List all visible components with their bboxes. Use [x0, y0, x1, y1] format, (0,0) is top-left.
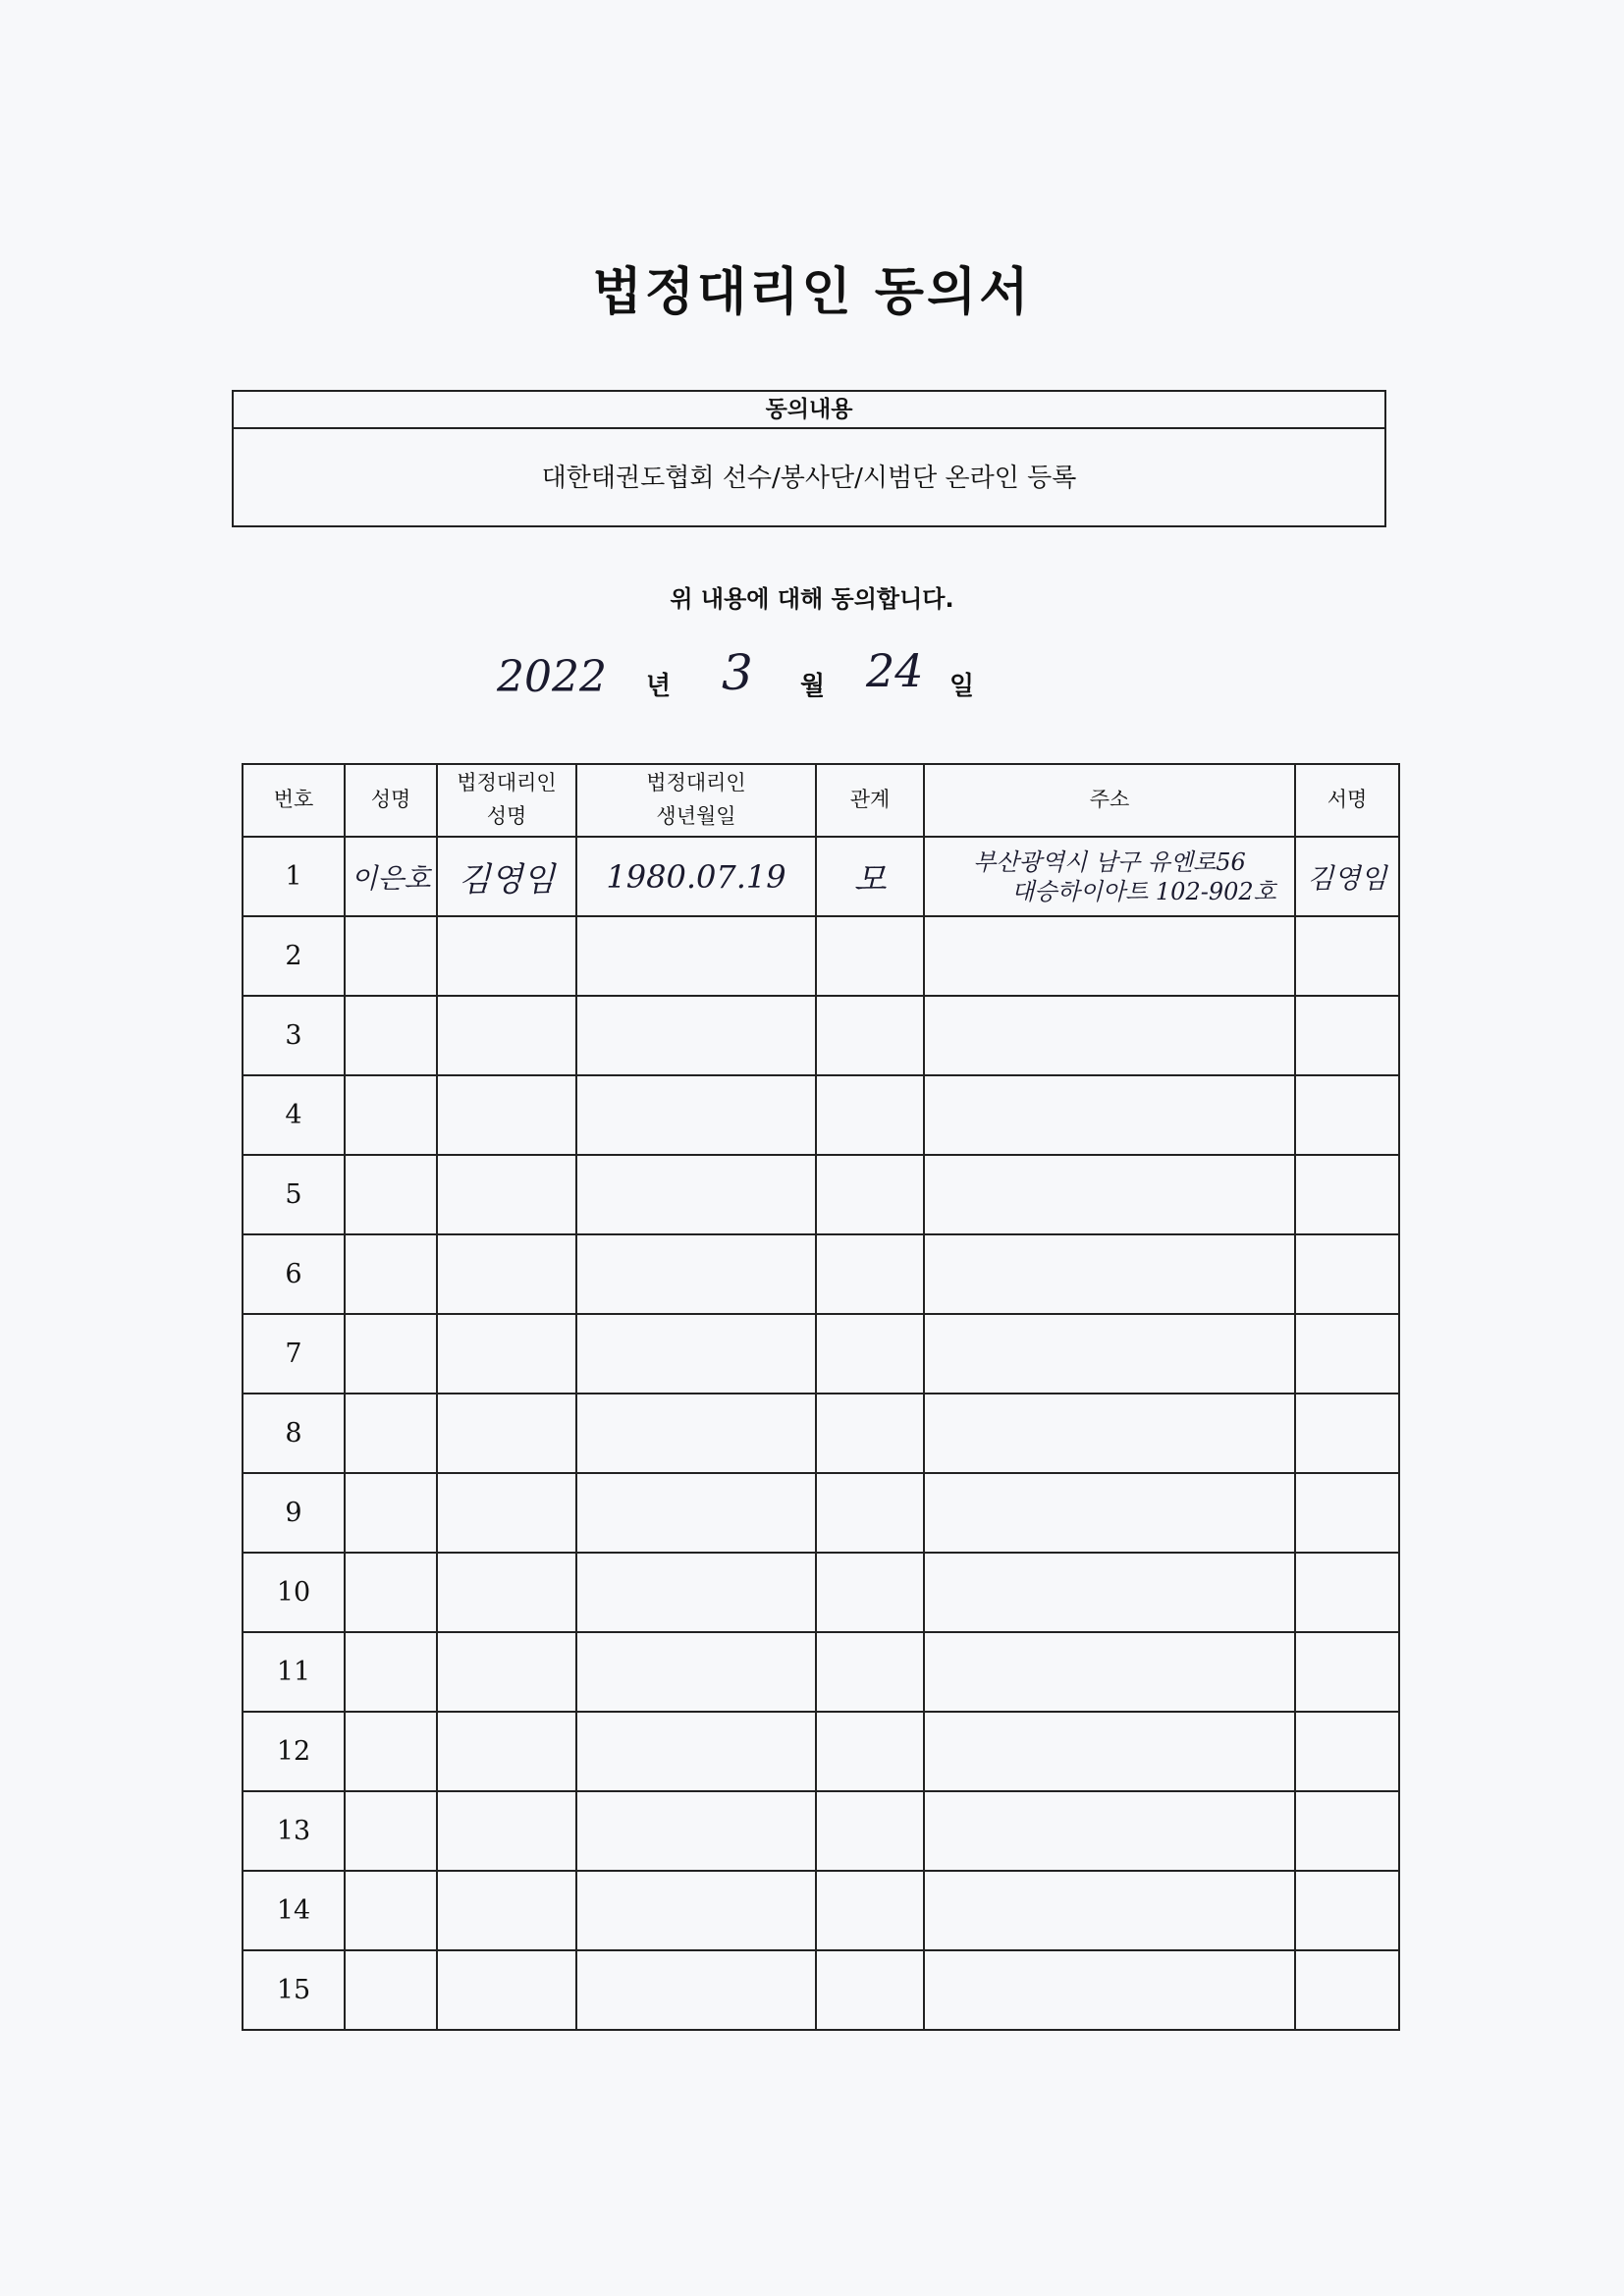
address — [924, 1871, 1295, 1950]
minor-name — [345, 1871, 437, 1950]
header-name: 성명 — [345, 764, 437, 837]
address — [924, 1791, 1295, 1871]
address — [924, 1394, 1295, 1473]
row-number: 11 — [243, 1632, 345, 1712]
minor-name — [345, 1473, 437, 1553]
relation — [816, 916, 924, 996]
address — [924, 1950, 1295, 2030]
table-row — [243, 1394, 1399, 1473]
guardian-birth — [576, 1473, 816, 1553]
table-row — [243, 1553, 1399, 1632]
signature — [1295, 1394, 1399, 1473]
address — [924, 996, 1295, 1075]
signature: 김영임 — [1295, 837, 1399, 916]
guardian-name — [437, 996, 576, 1075]
guardian-name — [437, 1712, 576, 1791]
row-number: 8 — [243, 1394, 345, 1473]
table-row — [243, 1791, 1399, 1871]
row-number: 5 — [243, 1155, 345, 1234]
guardian-name — [437, 1791, 576, 1871]
minor-name — [345, 1075, 437, 1155]
guardian-birth — [576, 1791, 816, 1871]
consent-box — [232, 390, 1386, 527]
signature — [1295, 1632, 1399, 1712]
row-number: 6 — [243, 1234, 345, 1314]
signature — [1295, 916, 1399, 996]
relation — [816, 996, 924, 1075]
table-row — [243, 1234, 1399, 1314]
signature — [1295, 1553, 1399, 1632]
table-header-row — [243, 764, 1399, 837]
table-row — [243, 1950, 1399, 2030]
table-row — [243, 1473, 1399, 1553]
row-number: 13 — [243, 1791, 345, 1871]
relation — [816, 1473, 924, 1553]
minor-name — [345, 1234, 437, 1314]
relation — [816, 1950, 924, 2030]
guardian-birth — [576, 1871, 816, 1950]
signature — [1295, 1473, 1399, 1553]
date-month-label: 월 — [800, 672, 826, 701]
guardian-birth — [576, 916, 816, 996]
relation — [816, 1155, 924, 1234]
header-no: 번호 — [243, 764, 345, 837]
relation — [816, 1871, 924, 1950]
relation — [816, 1791, 924, 1871]
row-number: 2 — [243, 916, 345, 996]
guardian-birth — [576, 996, 816, 1075]
guardian-birth — [576, 1712, 816, 1791]
address — [924, 916, 1295, 996]
guardian-name — [437, 1553, 576, 1632]
header-guardian-name: 법정대리인 성명 — [437, 764, 576, 837]
date-day-label: 일 — [949, 672, 975, 701]
guardian-name — [437, 1473, 576, 1553]
table-row — [243, 1314, 1399, 1394]
guardian-name — [437, 1075, 576, 1155]
table-row — [243, 996, 1399, 1075]
signature — [1295, 1950, 1399, 2030]
row-number: 7 — [243, 1314, 345, 1394]
minor-name — [345, 1712, 437, 1791]
signature — [1295, 1155, 1399, 1234]
guardian-birth — [576, 1234, 816, 1314]
address — [924, 1712, 1295, 1791]
relation — [816, 1712, 924, 1791]
guardian-birth — [576, 1394, 816, 1473]
header-address: 주소 — [924, 764, 1295, 837]
guardian-name — [437, 1155, 576, 1234]
date-day: 24 — [866, 644, 924, 697]
minor-name — [345, 1314, 437, 1394]
date-row — [0, 644, 1624, 707]
table-row — [243, 1632, 1399, 1712]
address — [924, 1553, 1295, 1632]
table-row — [243, 1712, 1399, 1791]
consent-body: 대한태권도협회 선수/봉사단/시범단 온라인 등록 — [541, 464, 1077, 493]
minor-name — [345, 1553, 437, 1632]
table-row — [243, 837, 1399, 916]
row-number: 10 — [243, 1553, 345, 1632]
table-row — [243, 1155, 1399, 1234]
guardian-name — [437, 1950, 576, 2030]
signature — [1295, 1712, 1399, 1791]
date-month: 3 — [722, 644, 753, 701]
header-signature: 서명 — [1295, 764, 1399, 837]
address — [924, 1473, 1295, 1553]
signature — [1295, 1234, 1399, 1314]
date-year: 2022 — [497, 652, 607, 702]
relation — [816, 1075, 924, 1155]
guardian-name — [437, 916, 576, 996]
table-row — [243, 916, 1399, 996]
address: 부산광역시 남구 유엔로56 대승하이아트 102-902호 — [924, 837, 1295, 916]
guardian-birth — [576, 1950, 816, 2030]
header-guardian-birth: 법정대리인 생년월일 — [576, 764, 816, 837]
guardian-birth: 1980.07.19 — [576, 837, 816, 916]
signature — [1295, 1791, 1399, 1871]
row-number: 9 — [243, 1473, 345, 1553]
minor-name — [345, 1394, 437, 1473]
relation — [816, 1553, 924, 1632]
minor-name — [345, 916, 437, 996]
row-number: 15 — [243, 1950, 345, 2030]
row-number: 3 — [243, 996, 345, 1075]
agreement-text: 위 내용에 대해 동의합니다. — [670, 585, 954, 613]
minor-name — [345, 1791, 437, 1871]
consent-header: 동의내용 — [234, 392, 1384, 429]
guardian-birth — [576, 1632, 816, 1712]
address — [924, 1234, 1295, 1314]
signature — [1295, 1871, 1399, 1950]
minor-name — [345, 1632, 437, 1712]
guardian-name — [437, 1394, 576, 1473]
address — [924, 1314, 1295, 1394]
guardian-name — [437, 1632, 576, 1712]
guardian-birth — [576, 1155, 816, 1234]
row-number: 14 — [243, 1871, 345, 1950]
guardian-name — [437, 1314, 576, 1394]
guardian-birth — [576, 1553, 816, 1632]
guardian-name — [437, 1234, 576, 1314]
signature — [1295, 1314, 1399, 1394]
address — [924, 1155, 1295, 1234]
relation — [816, 1314, 924, 1394]
row-number: 1 — [243, 837, 345, 916]
guardian-birth — [576, 1314, 816, 1394]
relation — [816, 1234, 924, 1314]
row-number: 12 — [243, 1712, 345, 1791]
minor-name: 이은호 — [345, 837, 437, 916]
guardian-birth — [576, 1075, 816, 1155]
document-title: 법정대리인 동의서 — [592, 263, 1032, 322]
guardian-name — [437, 1871, 576, 1950]
address — [924, 1632, 1295, 1712]
signature — [1295, 1075, 1399, 1155]
relation — [816, 1632, 924, 1712]
signature — [1295, 996, 1399, 1075]
guardian-name: 김영임 — [437, 837, 576, 916]
relation: 모 — [816, 837, 924, 916]
minor-name — [345, 996, 437, 1075]
minor-name — [345, 1155, 437, 1234]
minor-name — [345, 1950, 437, 2030]
table-row — [243, 1075, 1399, 1155]
relation — [816, 1394, 924, 1473]
signature-table — [242, 763, 1400, 2031]
date-year-label: 년 — [646, 672, 672, 701]
table-row — [243, 1871, 1399, 1950]
row-number: 4 — [243, 1075, 345, 1155]
address — [924, 1075, 1295, 1155]
header-relation: 관계 — [816, 764, 924, 837]
